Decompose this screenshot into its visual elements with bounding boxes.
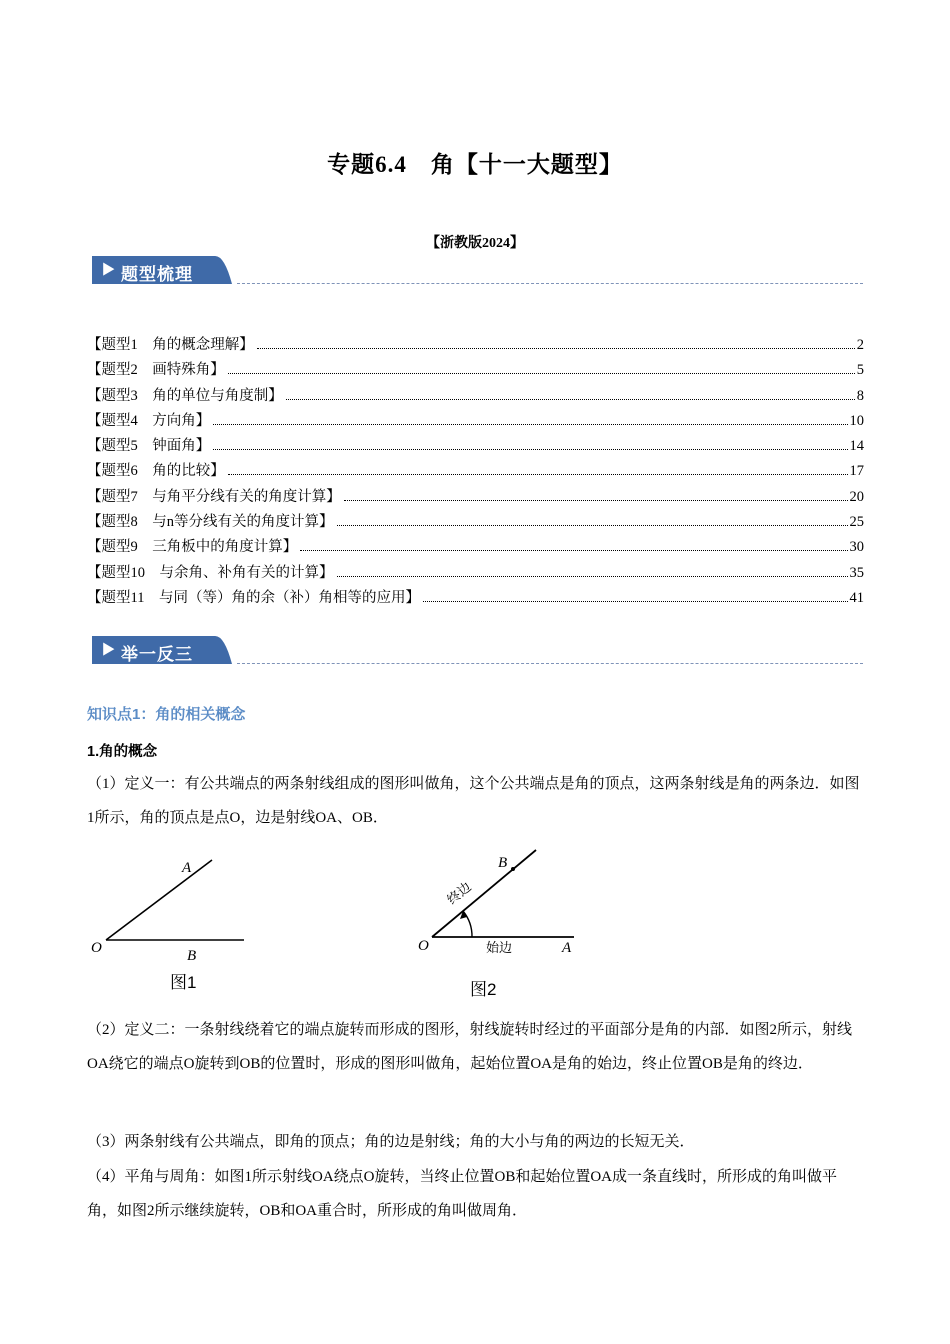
toc-item-label: 【题型6 角的比较】 [87,463,225,480]
toc-item-page: 30 [849,539,864,556]
toc-item[interactable] [87,510,864,535]
toc-item-page: 14 [849,438,864,455]
paragraph-note-3: （3）两条射线有公共端点，即角的顶点；角的边是射线；角的大小与角的两边的长短无关． [87,1134,695,1150]
toc-item-page: 35 [849,564,864,581]
toc-leader [337,576,848,577]
toc-item-label: 【题型4 方向角】 [87,412,211,429]
toc-leader [300,550,847,551]
toc-leader [344,500,848,501]
toc-leader [337,525,848,526]
banner-divider [237,283,863,284]
toc-leader [228,373,855,374]
toc-item-label: 【题型10 与余角、补角有关的计算】 [87,564,334,581]
toc-item[interactable] [87,434,864,459]
toc-item-page: 2 [856,337,864,353]
toc-item-label: 【题型5 钟面角】 [87,438,211,455]
banner-outline [87,256,863,286]
figure-1-angle [87,850,257,965]
edition-label: 【浙教版2024】 [426,236,524,251]
fig2-label-initial: 始边 [486,941,513,956]
toc-item[interactable] [87,409,864,434]
toc-item-label: 【题型7 与角平分线有关的角度计算】 [87,488,341,505]
toc-item-page: 20 [849,488,864,505]
toc-item[interactable] [87,561,864,586]
banner-outline-label: 题型梳理 [121,265,193,284]
toc-item[interactable] [87,485,864,510]
fig1-label-b: B [187,948,197,964]
toc-item-label: 【题型1 角的概念理解】 [87,337,254,353]
fig2-label-a: A [562,940,572,956]
toc-item-page: 10 [849,412,864,429]
toc-leader [213,424,847,425]
paragraph-definition-2: （2）定义二：一条射线绕着它的端点旋转而形成的图形，射线旋转时经过的平面部分是角的内部．如图2所示，射线OA绕它的端点O旋转到OB的位置时，形成的图形叫做角，起始位置OA是角的始边，终止位置OB是角的终边． [87,1022,853,1072]
toc-leader [257,348,855,349]
paragraph-definition-1: （1）定义一：有公共端点的两条射线组成的图形叫做角，这个公共端点是角的顶点，这两条射线是角的两条边．如图1所示，角的顶点是点O，边是射线OA、OB． [87,776,860,826]
toc-item[interactable] [87,535,864,560]
section-heading: 1.角的概念 [87,744,158,760]
banner-divider [237,663,863,664]
toc-item[interactable] [87,333,864,358]
fig1-label-a: A [182,860,192,876]
figure-2-angle [410,845,585,965]
toc-item-label: 【题型11 与同（等）角的余（补）角相等的应用】 [87,589,420,606]
toc-item-label: 【题型9 三角板中的角度计算】 [87,539,298,556]
toc-leader [423,601,848,602]
toc-item-page: 41 [849,589,864,606]
toc-item-label: 【题型2 画特殊角】 [87,362,225,379]
toc-leader [286,399,855,400]
page-title: 专题6.4 角【十一大题型】 [327,152,623,177]
fig1-label-o: O [91,940,102,956]
fig2-label-o: O [418,938,429,954]
knowledge-point-heading: 知识点1：角的相关概念 [87,706,246,723]
banner-practice [87,636,863,666]
toc-item-page: 17 [849,463,864,480]
figure-1-caption: 图1 [170,973,197,992]
toc-item[interactable] [87,384,864,409]
toc-item-label: 【题型3 角的单位与角度制】 [87,387,283,404]
toc-leader [213,449,847,450]
toc-item[interactable] [87,358,864,383]
table-of-contents [87,333,864,611]
toc-item[interactable] [87,459,864,484]
toc-item-page: 5 [856,362,864,379]
toc-item-label: 【题型8 与n等分线有关的角度计算】 [87,514,334,531]
paragraph-note-4: （4）平角与周角：如图1所示射线OA绕点O旋转，当终止位置OB和起始位置OA成一条直线时，所形成的角叫做平角，如图2所示继续旋转，OB和OA重合时，所形成的角叫做周角． [87,1169,838,1219]
toc-leader [228,474,848,475]
banner-practice-label: 举一反三 [121,645,193,664]
figure-2-caption: 图2 [470,980,497,999]
toc-item-page: 25 [849,514,864,531]
fig2-label-b: B [498,855,508,871]
toc-item-page: 8 [856,387,864,404]
fig2-label-terminal: 终边 [444,879,475,909]
toc-item[interactable] [87,586,864,611]
